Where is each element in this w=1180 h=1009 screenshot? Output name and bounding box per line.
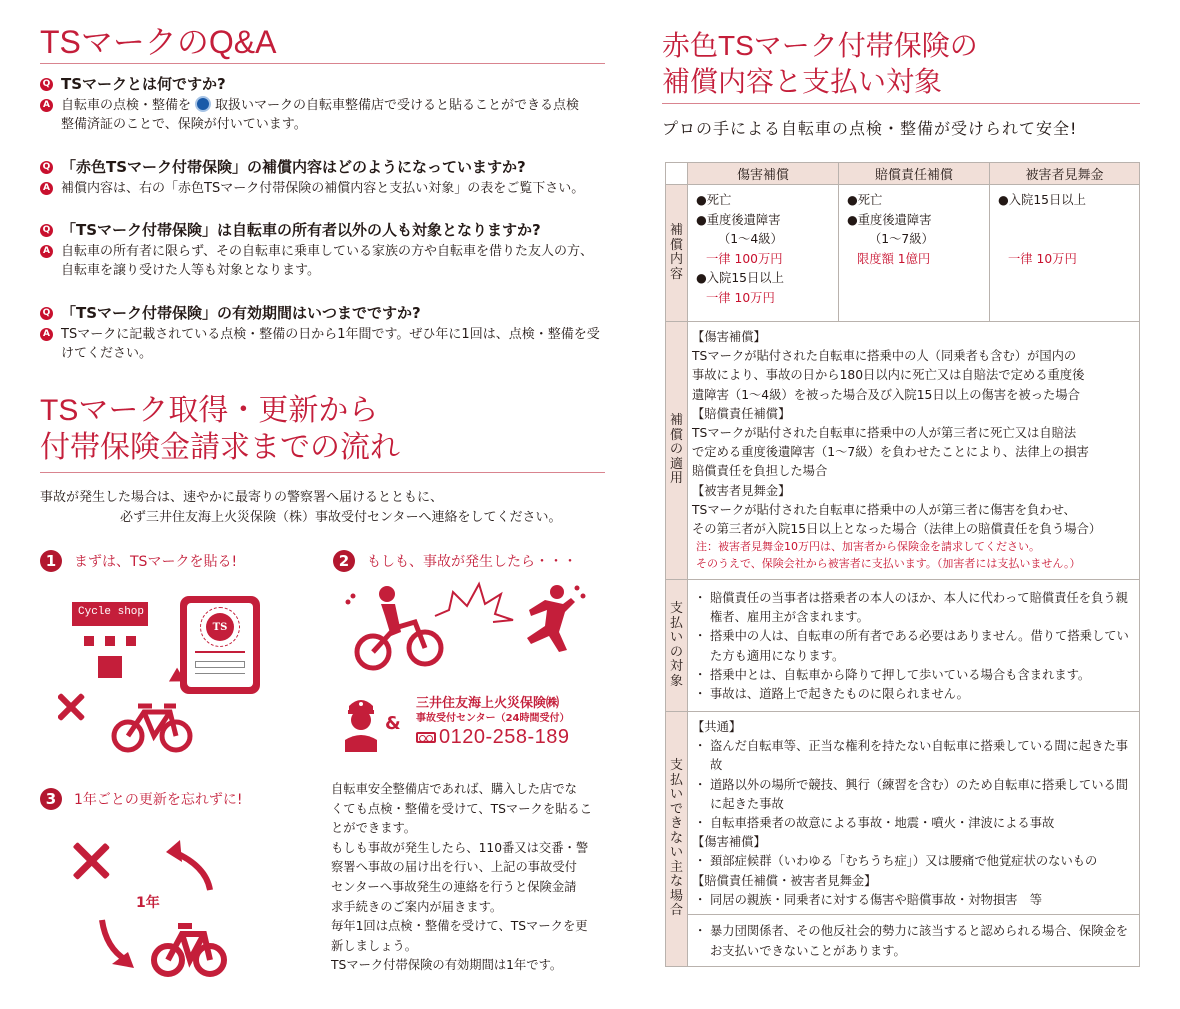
question-text: 「赤色TSマーク付帯保険」の補償内容はどのようになっていますか? [61,158,526,176]
amount: 一律 100万円 [706,251,783,266]
coverage-tagline: プロの手による自転車の点検・整備が受けられて安全! [662,119,1078,138]
insurer-contact [416,695,570,748]
bullet-text: 盗んだ自転車等、正当な権利を持たない自転車に搭乗している間に起きた事故 [710,739,1129,773]
section-head: 【賠償責任補償・被害者見舞金】 [692,873,877,888]
one-year-label: 1年 [136,895,160,911]
qa-item-3 [40,220,610,280]
question-text: TSマークとは何ですか? [61,75,226,93]
question-text: 「TSマーク付帯保険」は自転車の所有者以外の人も対象となりますか? [61,221,541,239]
text-line: 賠償責任を負担した場合 [692,464,828,479]
cell-excluded [688,712,1140,915]
text-line: で定める重度後遺障害（1～7級）を負わせたことにより、法律上の損害 [692,445,1089,460]
bullet-text: 自転車搭乗者の故意による事故・地震・噴火・津波による事故 [710,816,1055,831]
answer-text-cont: 取扱いマークの自転車整備店で受けると貼ることができる点検 [215,98,580,113]
ts-sticker-icon [180,596,260,694]
section-head: 【被害者見舞金】 [692,483,791,498]
coverage-table [665,162,1140,967]
body-line: 察署へ事故の届け出を行い、上記の事故受付 [331,860,577,875]
bullet: ・ [694,816,707,831]
item-grade: （1～4級） [718,232,783,246]
free-dial-icon [416,732,436,743]
police-officer-icon [345,696,377,752]
answer-badge-icon: A [40,245,53,258]
bullet-text: 道路以外の場所で競技、興行（練習を含む）のため自転車に搭乗している間に起きた事故 [710,777,1129,811]
table-header-row [666,163,1140,185]
item: ●死亡 [847,193,883,207]
step-number-badge: 3 [40,788,62,810]
body-line: 求手続きのご案内が届きます。 [331,899,503,914]
body-line: 新しましょう。 [331,938,418,953]
section-head: 【共通】 [692,720,742,734]
cycle-shop-icon [72,602,148,678]
row-label-text: 補償の適用 [669,413,683,487]
step-2-heading [333,550,577,572]
row-label-text: 支払いの対象 [669,601,683,689]
accident-illustration-icon [345,580,605,680]
step-1-heading [40,550,237,572]
question-badge-icon: Q [40,78,53,91]
note-line: 注：被害者見舞金10万円は、加害者から保険金を請求してください。 [696,540,1040,554]
bullet: ・ [694,924,707,939]
flow-title-line2: 付帯保険金請求までの流れ [40,431,400,464]
step-label: まずは、TSマークを貼る! [74,554,238,570]
coverage-title-divider [662,103,1140,104]
bullet: ・ [694,777,707,792]
bullet: ・ [694,667,707,682]
ts-mark-icon [195,96,211,112]
bullet-text: 同居の親族・同乗者に対する傷害や賠償事故・対物損害 等 [710,892,1043,907]
qa-title: TSマークのQ&A [40,24,277,60]
text-line: 事故により、事故の日から180日以内に死亡又は自賠法で定める重度後 [692,368,1085,383]
table-row-excluded [666,712,1140,915]
question-badge-icon: Q [40,161,53,174]
table-row-content [666,185,1140,322]
intro-line1: 事故が発生した場合は、速やかに最寄りの警察署へ届けるとともに、 [40,490,444,505]
ts-logo: TS [206,613,234,641]
body-line: 自転車安全整備店であれば、購入した店でな [331,782,577,796]
corner-cell [666,163,688,185]
answer-badge-icon: A [40,328,53,341]
bullet: ・ [694,590,707,605]
tools-and-bicycle-icon [58,686,198,756]
cell-injury-content [688,185,839,322]
row-label-text: 補償内容 [669,223,683,282]
cell-victim-content [990,185,1140,322]
body-line: 毎年1回は点検・整備を受けて、TSマークを更 [331,919,588,934]
bullet: ・ [694,854,707,869]
question-badge-icon: Q [40,307,53,320]
text-line: TSマークが貼付された自転車に搭乗中の人が第三者に傷害を負わせ、 [692,502,1076,517]
bullet-text: 頚部症候群（いわゆる「むちうち症」）又は腰痛で他覚症状のないもの [710,854,1098,869]
bullet: ・ [694,686,707,701]
answer-text-line2: 自転車を譲り受けた人等も対象となります。 [61,263,320,278]
qa-item-2 [40,157,610,198]
bullet: ・ [694,739,707,754]
phone-number-text[interactable]: 0120-258-189 [439,726,570,748]
answer-text: 自転車の点検・整備を [61,98,192,113]
ampersand: & [385,713,401,734]
bullet-text: 搭乗中の人は、自転車の所有者である必要はありません。借りて搭乗していた方も適用になります。 [710,629,1129,663]
body-line: とができます。 [331,821,417,836]
col-header-injury: 傷害補償 [688,163,839,185]
intro-line2: 必ず三井住友海上火災保険（株）事故受付センターへ連絡をしてください。 [120,510,562,525]
item: ●入院15日以上 [998,193,1086,207]
item-grade: （1～7級） [869,232,934,246]
question-text: 「TSマーク付帯保険」の有効期間はいつまでですか? [61,304,421,322]
answer-badge-icon: A [40,99,53,112]
row-label-content [666,185,688,322]
table-row-antisocial [666,915,1140,967]
col-header-victim: 被害者見舞金 [990,163,1140,185]
qa-item-1 [40,74,610,134]
answer-text-line2: けてください。 [61,346,153,361]
flow-title-line1: TSマーク取得・更新から [40,394,379,427]
qa-title-divider [40,63,605,64]
amount: 一律 10万円 [1008,251,1077,266]
shop-sign: Cycle shop [78,606,145,618]
bullet: ・ [694,629,707,644]
bullet-text: 賠償責任の当事者は搭乗者の本人のほか、本人に代わって賠償責任を負う親権者、雇用主が含まれます。 [710,590,1128,625]
coverage-title-line1: 赤色TSマーク付帯保険の [662,30,978,61]
body-line: TSマーク付帯保険の有効期間は1年です。 [331,958,563,973]
question-badge-icon: Q [40,224,53,237]
row-label-target [666,580,688,712]
text-line: TSマークが貼付された自転車に搭乗中の人（同乗者も含む）が国内の [692,349,1077,364]
step-label: もしも、事故が発生したら・・・ [367,554,577,570]
step-number-badge: 1 [40,550,62,572]
step-label: 1年ごとの更新を忘れずに! [74,792,243,808]
amount: 一律 10万円 [706,290,775,305]
coverage-title-line2: 補償内容と支払い対象 [662,66,943,97]
answer-text-line2: 整備済証のことで、保険が付いています。 [61,117,307,132]
text-line: 遺障害（1～4級）を被った場合及び入院15日以上の傷害を被った場合 [692,387,1080,402]
section-head: 【傷害補償】 [692,330,766,344]
cell-liability-content [839,185,990,322]
item: ●重度後遺障害 [847,212,932,227]
bullet-text: 搭乗中とは、自転車から降りて押して歩いている場合も含まれます。 [710,667,1091,682]
body-line: センターへ事故発生の連絡を行うと保険金請 [331,879,577,894]
item: ●入院15日以上 [696,271,784,285]
cell-application [688,322,1140,580]
phone-number[interactable] [416,726,570,748]
flow-title [40,392,400,466]
insurer-name: 三井住友海上火災保険㈱ [416,696,560,711]
bullet-text: 事故は、道路上で起きたものに限られません。 [710,686,969,701]
item: ●重度後遺障害 [696,212,781,227]
cell-antisocial [688,915,1140,967]
col-header-liability: 賠償責任補償 [839,163,990,185]
answer-text: TSマークに記載されている点検・整備の日から1年間です。ぜひ年に1回は、点検・整備を受 [61,327,600,342]
flow-title-divider [40,472,605,473]
flow-body-text [331,780,611,976]
text-line: その第三者が入院15日以上となった場合（法律上の賠償責任を負う場合） [692,522,1102,537]
answer-text: 補償内容は、右の「赤色TSマーク付帯保険の補償内容と支払い対象」の表をご覧下さい。 [61,181,585,196]
coverage-title [662,28,978,100]
note-line: そのうえで、保険会社から被害者に支払います。（加害者には支払いません。） [696,556,1081,570]
table-row-application [666,322,1140,580]
step-3-heading [40,788,243,810]
body-line: くても点検・整備を受けて、TSマークを貼るこ [331,801,593,816]
section-head: 【傷害補償】 [692,835,766,850]
bullet-text: 暴力団関係者、その他反社会的勢力に該当すると認められる場合、保険金をお支払いできないことがあります。 [710,924,1129,958]
row-label-application [666,322,688,580]
body-line: もしも事故が発生したら、110番又は交番・警 [331,840,589,855]
bullet: ・ [694,892,707,907]
row-label-excluded [666,712,688,967]
table-row-target [666,580,1140,712]
section-head: 【賠償責任補償】 [692,406,791,421]
flow-intro [40,488,561,528]
cell-target [688,580,1140,712]
step-number-badge: 2 [333,550,355,572]
amount: 限度額 1億円 [857,251,931,266]
answer-text: 自転車の所有者に限らず、その自転車に乗車している家族の方や自転車を借りた友人の方、 [61,244,593,259]
item: ●死亡 [696,193,732,207]
qa-item-4 [40,303,610,363]
row-label-text: 支払いできない主な場合 [669,758,683,919]
accident-center: 事故受付センター（24時間受付） [416,713,570,724]
answer-badge-icon: A [40,182,53,195]
text-line: TSマークが貼付された自転車に搭乗中の人が第三者に死亡又は自賠法 [692,426,1077,441]
